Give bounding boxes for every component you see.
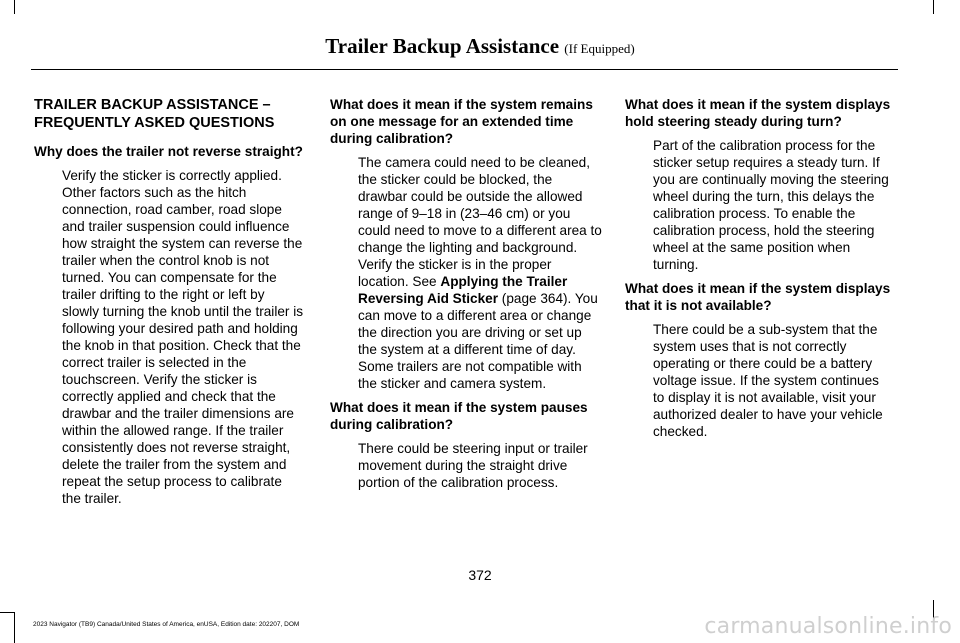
column-3 [625, 96, 893, 447]
crop-mark-bottom-left-h [0, 612, 14, 613]
faq-answer-5: There could be a sub-system that the system uses that is not correctly operating or there could be a battery voltage issue. If the system continues to display it is not available, visit your authorized dealer to have your vehicle checked. [653, 322, 883, 439]
faq-question-5: What does it mean if the system displays that it is not available? [625, 281, 891, 313]
column-1 [34, 96, 304, 514]
faq-answer-2-text-a: The camera could need to be cleaned, the sticker could be blocked, the drawbar could be outside the allowed range of 9–18 in (23–46 cm) or you could need to move to a different area to change the lighting and background. Verify the sticker is in the proper location. See [358, 155, 602, 289]
page-reference-link[interactable]: Applying the Trailer Reversing Aid Sticker [358, 274, 568, 306]
watermark: carmanualsonline.info [704, 614, 952, 639]
faq-question-3: What does it mean if the system pauses during calibration? [330, 400, 588, 432]
crop-mark-top-left-v [14, 0, 15, 14]
crop-mark-top-right-v [933, 0, 934, 14]
header-subtitle: (If Equipped) [564, 41, 635, 56]
footer-edition-text: 2023 Navigator (TB9) Canada/United States of America, enUSA, Edition date: 202207, DOM [33, 621, 300, 628]
column-2 [330, 96, 602, 498]
header-divider [31, 69, 898, 70]
faq-question-2: What does it mean if the system remains on one message for an extended time during calibration? [330, 97, 593, 146]
faq-answer-1: Verify the sticker is correctly applied. Other factors such as the hitch connection, road camber, road slope and trailer suspension could influence how straight the system can reverse the trailer when the control knob is not turned. You can compensate for the trailer drifting to the right or left by slowly turning the knob until the trailer is following your desired path and holding the knob in that position. Check that the correct trailer is selected in the touchscreen. Verify the sticker is correctly applied and check that the drawbar and the trailer dimensions are within the allowed range. If the trailer consistently does not reverse straight, delete the trailer from the system and repeat the setup process to calibrate the trailer. [62, 168, 304, 506]
faq-answer-3: There could be steering input or trailer movement during the straight drive portion of the calibration process. [358, 441, 588, 490]
page-header [0, 34, 960, 59]
page-number: 372 [468, 567, 492, 583]
faq-answer-4: Part of the calibration process for the sticker setup requires a steady turn. If you are continually moving the steering wheel during the turn, this delays the calibration process. To enable the calibration process, hold the steering wheel at the same position when turning. [653, 138, 889, 272]
crop-mark-bottom-left-v [14, 612, 15, 643]
faq-answer-2 [358, 154, 602, 392]
faq-answer-2-text-b: (page 364). You can move to a different area or change the direction you are driving or set up the system at a different time of day. Some trailers are not compatible with the sticker and camera system. [358, 291, 598, 391]
faq-question-4: What does it mean if the system displays hold steering steady during turn? [625, 97, 891, 129]
header-title: Trailer Backup Assistance [325, 34, 560, 58]
faq-question-1: Why does the trailer not reverse straight? [34, 144, 303, 159]
section-heading: TRAILER BACKUP ASSISTANCE – FREQUENTLY ASKED QUESTIONS [34, 97, 275, 131]
